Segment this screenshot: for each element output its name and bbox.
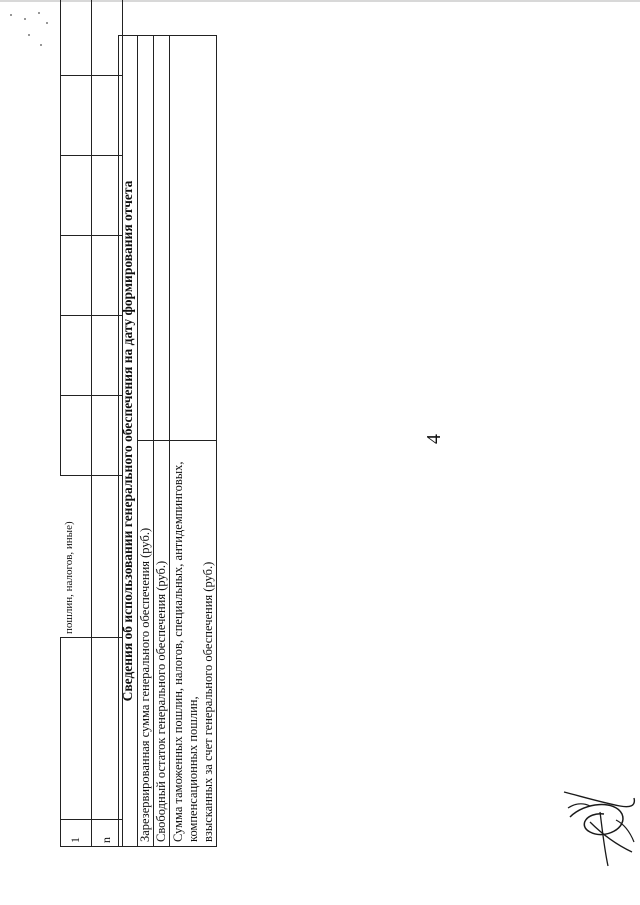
row-number-cell: n — [91, 820, 122, 847]
table-row — [154, 36, 170, 847]
table-cell — [61, 76, 92, 156]
row-label-line: взысканных за счет генерального обеспечения (руб.) — [201, 561, 215, 842]
signature-image — [560, 762, 640, 872]
column-header-cell: пошлин, налогов, иные) — [61, 476, 92, 638]
scan-speck — [38, 12, 40, 14]
upper-table — [60, 35, 118, 847]
table-cell — [61, 638, 92, 820]
table-cell — [61, 156, 92, 236]
table-row — [61, 0, 92, 847]
scan-speck — [40, 44, 42, 46]
table-row — [170, 36, 217, 847]
table-cell — [61, 396, 92, 476]
page-number: 4 — [423, 434, 445, 444]
table-cell — [61, 316, 92, 396]
scan-speck — [24, 18, 26, 20]
scan-speck — [28, 34, 30, 36]
row-label: Зарезервированная сумма генерального обеспечения (руб.) — [138, 441, 154, 847]
table-cell — [61, 0, 92, 76]
value-cell — [170, 36, 217, 442]
table-row — [138, 36, 154, 847]
general-security-table — [118, 35, 215, 847]
scan-speck — [46, 22, 48, 24]
scan-speck — [10, 14, 12, 16]
row-label: Свободный остаток генерального обеспечения (руб.) — [154, 441, 170, 847]
row-label-line: Сумма таможенных пошлин, налогов, специальных, антидемпинговых, компенсационных пошлин, — [171, 461, 200, 842]
value-cell — [154, 36, 170, 442]
row-number-cell: 1 — [61, 820, 92, 847]
row-label — [170, 441, 217, 847]
value-cell — [138, 36, 154, 442]
table-cell — [61, 236, 92, 316]
table-row — [119, 36, 138, 847]
section-title: Сведения об использовании генерального обеспечения на дату формирования отчета — [119, 36, 138, 847]
